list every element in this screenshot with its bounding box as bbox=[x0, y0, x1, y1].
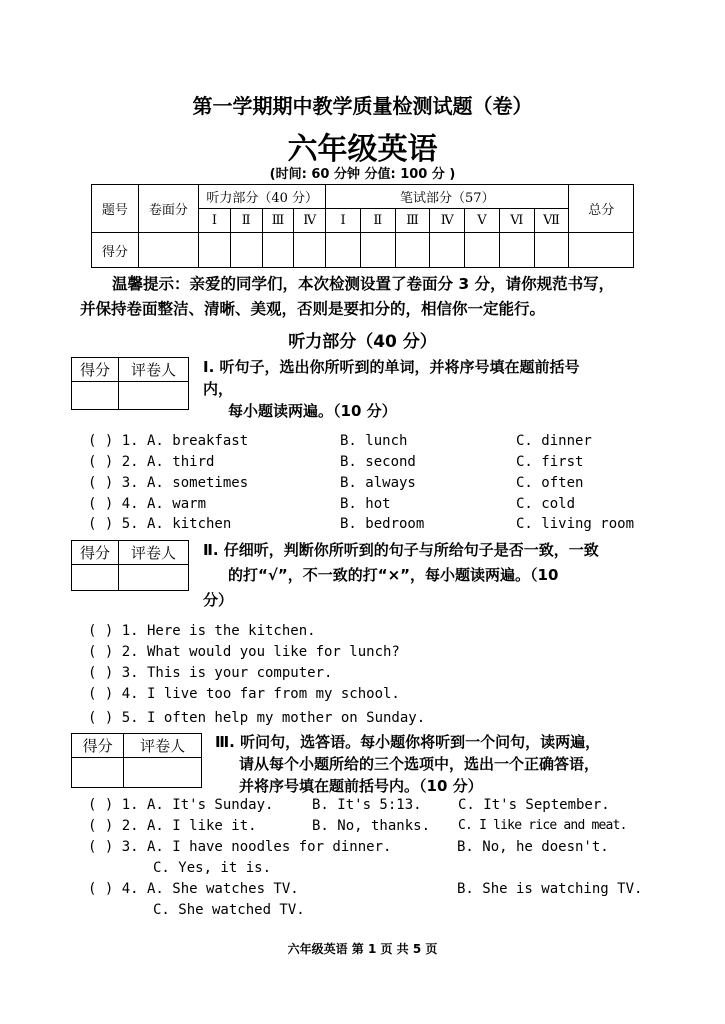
score-cell[interactable] bbox=[499, 233, 534, 268]
q-option-a: ( ) 3. A. I have noodles for dinner. bbox=[88, 839, 392, 855]
reminder-line-1: 温馨提示：亲爱的同学们，本次检测设置了卷面分 3 分，请你规范书写， bbox=[112, 275, 615, 293]
q-option-a: ( ) 1. A. breakfast bbox=[88, 433, 249, 449]
part-label: Ⅰ bbox=[199, 209, 231, 233]
q-option-a: ( ) 4. A. She watches TV. bbox=[88, 881, 299, 897]
part2-q2: ( ) 2. What would you like for lunch? bbox=[88, 644, 400, 660]
grader-name-label: 评卷人 bbox=[119, 541, 189, 565]
q-option-b: B. bedroom bbox=[340, 516, 425, 532]
q-option-b: B. She is watching TV. bbox=[457, 881, 643, 897]
part3-instruction-2: 请从每个小题所给的三个选项中，选出一个正确答语， bbox=[239, 755, 600, 773]
grader-name-cell[interactable] bbox=[119, 382, 189, 410]
q-option-b: B. always bbox=[340, 475, 416, 491]
q-option-c: C. cold bbox=[516, 496, 576, 512]
q-option-a: ( ) 1. A. It's Sunday. bbox=[88, 797, 274, 813]
subject-title: 六年级英语 bbox=[287, 132, 438, 167]
q-option-c: C. It's September. bbox=[458, 797, 610, 813]
part3-q3-option-c: C. Yes, it is. bbox=[153, 860, 272, 876]
score-cell[interactable] bbox=[326, 233, 361, 268]
part2-instruction-1: Ⅱ. 仔细听，判断你所听到的句子与所给句子是否一致，一致 bbox=[203, 541, 599, 559]
part1-instruction-3: 每小题读两遍。（10 分） bbox=[228, 402, 397, 420]
grader-name-cell[interactable] bbox=[124, 758, 202, 788]
q-option-b: B. second bbox=[340, 454, 416, 470]
grader-score-cell[interactable] bbox=[72, 382, 119, 410]
neatness-label: 卷面分 bbox=[138, 185, 198, 233]
listening-header: 听力部分（40 分） bbox=[199, 185, 326, 209]
item-label: 题号 bbox=[92, 185, 139, 233]
part-label: Ⅰ bbox=[326, 209, 361, 233]
part-label: Ⅴ bbox=[465, 209, 500, 233]
score-cell[interactable] bbox=[199, 233, 231, 268]
part2-q3: ( ) 3. This is your computer. bbox=[88, 665, 333, 681]
part-label: Ⅲ bbox=[262, 209, 294, 233]
q-option-a: ( ) 2. A. I like it. bbox=[88, 818, 257, 834]
q-option-b: B. No, he doesn't. bbox=[457, 839, 609, 855]
score-cell[interactable] bbox=[430, 233, 465, 268]
part2-q1: ( ) 1. Here is the kitchen. bbox=[88, 623, 316, 639]
q-option-c: C. often bbox=[516, 475, 584, 491]
q-option-c: C. living room bbox=[516, 516, 635, 532]
part1-instruction-2: 内， bbox=[203, 380, 234, 398]
q-option-c: C. first bbox=[516, 454, 584, 470]
q-option-a: ( ) 3. A. sometimes bbox=[88, 475, 249, 491]
part-label: Ⅵ bbox=[499, 209, 534, 233]
score-cell[interactable] bbox=[138, 233, 198, 268]
part-label: Ⅲ bbox=[395, 209, 430, 233]
grader-name-label: 评卷人 bbox=[124, 734, 202, 758]
score-cell[interactable] bbox=[360, 233, 395, 268]
part2-instruction-3: 分） bbox=[203, 591, 234, 609]
q-option-b: B. hot bbox=[340, 496, 391, 512]
score-cell[interactable] bbox=[465, 233, 500, 268]
score-cell[interactable] bbox=[262, 233, 294, 268]
grader-box bbox=[71, 540, 189, 591]
q-option-a: ( ) 2. A. third bbox=[88, 454, 215, 470]
grader-score-cell[interactable] bbox=[72, 758, 124, 788]
part3-instruction-1: Ⅲ. 听问句，选答语。每小题你将听到一个问句，读两遍， bbox=[215, 733, 601, 751]
grader-score-label: 得分 bbox=[72, 541, 119, 565]
q-option-c: C. dinner bbox=[516, 433, 592, 449]
time-score-info: (时间: 60 分钟 分值: 100 分 ) bbox=[269, 167, 456, 182]
part1-instruction-1: Ⅰ. 听句子，选出你所听到的单词，并将序号填在题前括号 bbox=[203, 358, 580, 376]
part3-q4-option-c: C. She watched TV. bbox=[153, 902, 305, 918]
grader-score-label: 得分 bbox=[72, 358, 119, 382]
score-cell[interactable] bbox=[395, 233, 430, 268]
score-cell[interactable] bbox=[534, 233, 569, 268]
part3-instruction-3: 并将序号填在题前括号内。（10 分） bbox=[239, 777, 483, 795]
exam-title: 第一学期期中教学质量检测试题（卷） bbox=[192, 94, 533, 118]
q-option-b: B. It's 5:13. bbox=[312, 797, 422, 813]
reminder-line-2: 并保持卷面整洁、清晰、美观，否则是要扣分的，相信你一定能行。 bbox=[80, 300, 546, 318]
grader-score-label: 得分 bbox=[72, 734, 124, 758]
grader-box bbox=[71, 357, 189, 410]
q-option-c: C. I like rice and meat. bbox=[458, 818, 627, 833]
score-cell[interactable] bbox=[569, 233, 634, 268]
part-label: Ⅱ bbox=[360, 209, 395, 233]
grader-box bbox=[71, 733, 202, 788]
q-option-a: ( ) 5. A. kitchen bbox=[88, 516, 232, 532]
q-option-a: ( ) 4. A. warm bbox=[88, 496, 207, 512]
part-label: Ⅳ bbox=[294, 209, 326, 233]
q-option-b: B. No, thanks. bbox=[312, 818, 431, 834]
grader-score-cell[interactable] bbox=[72, 565, 119, 591]
part2-q5: ( ) 5. I often help my mother on Sunday. bbox=[88, 710, 426, 726]
listening-section-title: 听力部分（40 分） bbox=[288, 332, 437, 352]
q-option-b: B. lunch bbox=[340, 433, 408, 449]
score-cell[interactable] bbox=[230, 233, 262, 268]
part-label: Ⅳ bbox=[430, 209, 465, 233]
total-label: 总分 bbox=[569, 185, 634, 233]
part2-q4: ( ) 4. I live too far from my school. bbox=[88, 686, 400, 702]
part-label: Ⅱ bbox=[230, 209, 262, 233]
score-row-label: 得分 bbox=[92, 233, 139, 268]
grader-name-label: 评卷人 bbox=[119, 358, 189, 382]
score-cell[interactable] bbox=[294, 233, 326, 268]
reminder-text bbox=[80, 272, 650, 322]
writing-header: 笔试部分（57） bbox=[326, 185, 569, 209]
part2-instruction-2: 的打“√”，不一致的打“×”，每小题读两遍。（10 bbox=[228, 566, 559, 584]
grader-name-cell[interactable] bbox=[119, 565, 189, 591]
page-footer: 六年级英语 第 1 页 共 5 页 bbox=[287, 942, 438, 956]
part-label: Ⅶ bbox=[534, 209, 569, 233]
score-table bbox=[91, 184, 634, 268]
